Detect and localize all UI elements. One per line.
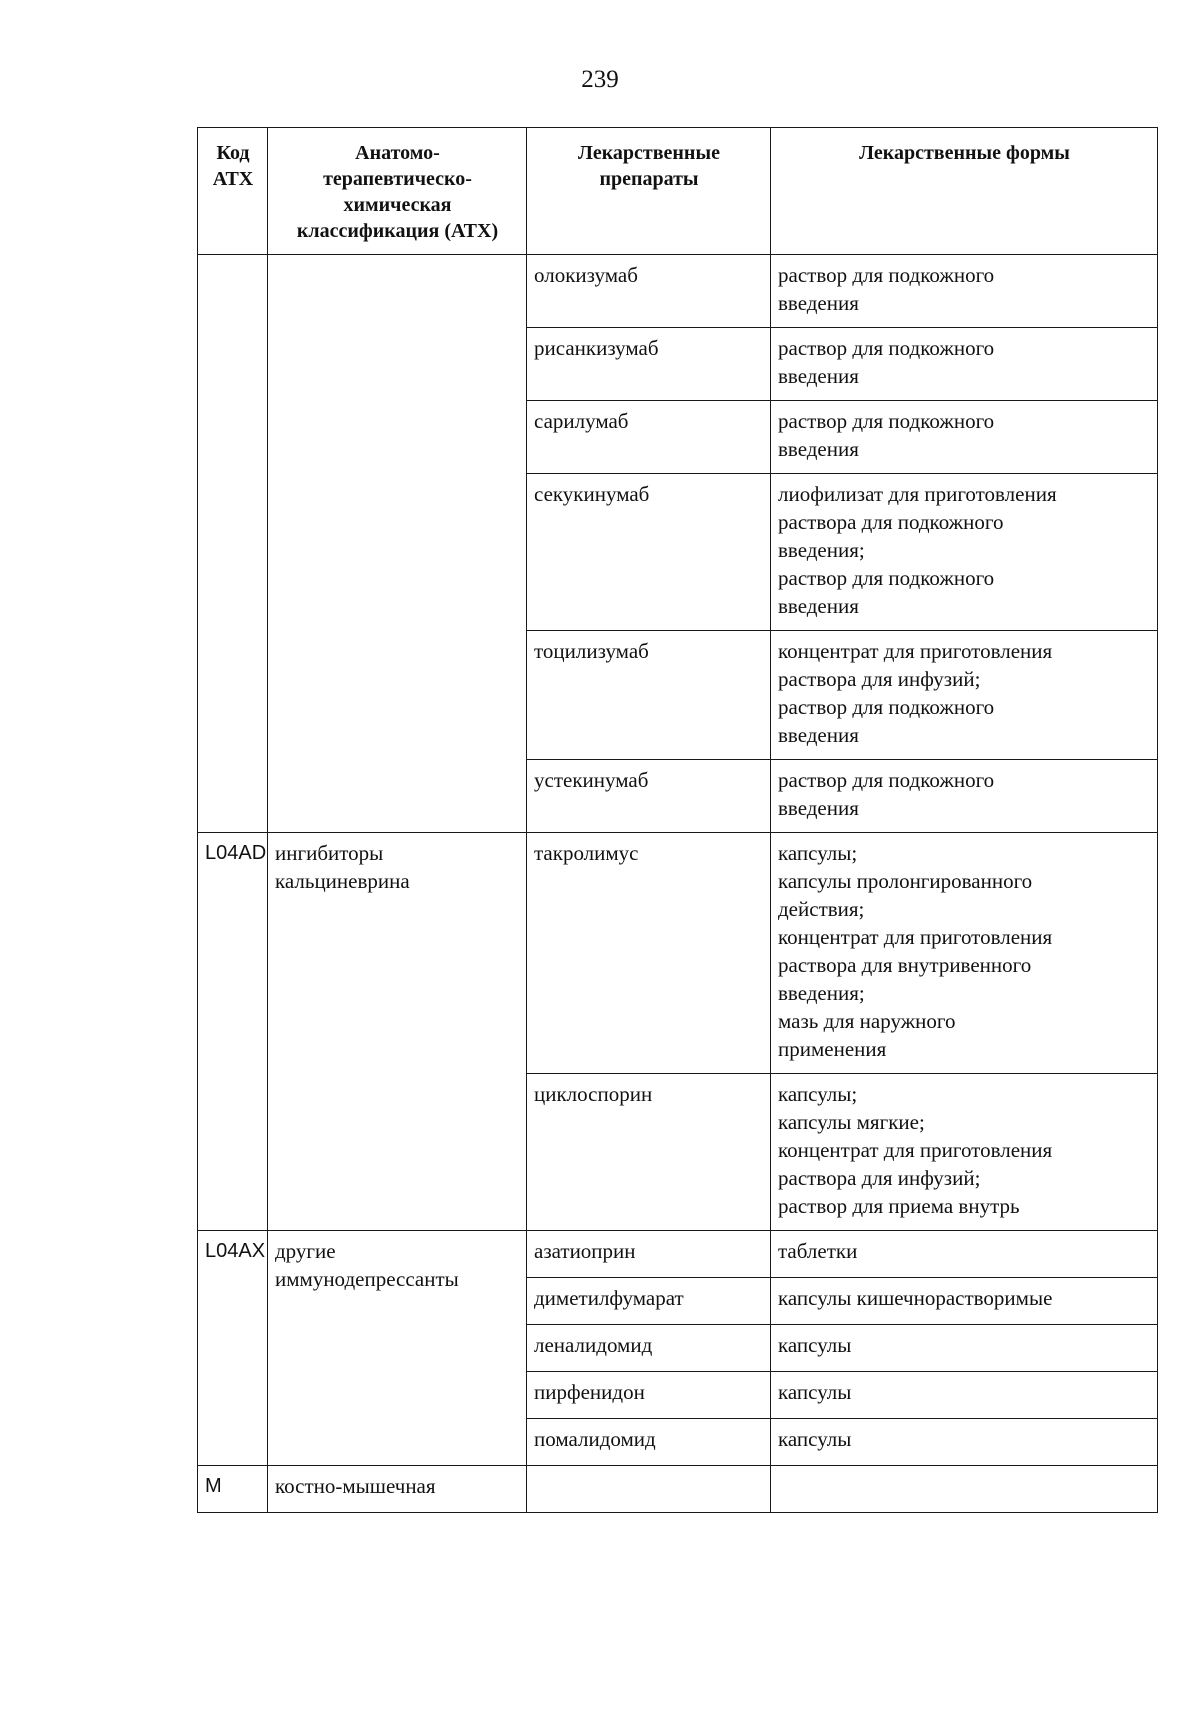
dosage-form-line: капсулы — [778, 1427, 852, 1451]
dosage-forms-cell — [771, 1372, 1158, 1419]
drug-cell: тоцилизумаб — [527, 631, 771, 760]
classification-line: ингибиторы — [275, 841, 384, 865]
dosage-form-line: мазь для наружного — [778, 1009, 956, 1033]
dosage-form-line: введения; — [778, 981, 865, 1005]
table-row — [198, 1231, 1158, 1278]
atx-code-cell: M — [198, 1466, 268, 1513]
dosage-form-line: раствора для инфузий; — [778, 667, 981, 691]
dosage-forms-cell — [771, 255, 1158, 328]
drug-cell: азатиоприн — [527, 1231, 771, 1278]
atx-classification-cell — [268, 255, 527, 833]
classification-line: иммунодепрессанты — [275, 1267, 459, 1291]
classification-line: другие — [275, 1239, 336, 1263]
dosage-forms-cell — [771, 833, 1158, 1074]
dosage-form-line: введения; — [778, 538, 865, 562]
dosage-form-line: капсулы — [778, 1380, 852, 1404]
drug-cell: такролимус — [527, 833, 771, 1074]
atx-drug-table — [197, 127, 1158, 1513]
header-forms: Лекарственные формы — [771, 128, 1158, 255]
dosage-form-line: раствор для подкожного — [778, 336, 995, 360]
drug-cell: олокизумаб — [527, 255, 771, 328]
dosage-form-line: раствор для подкожного — [778, 263, 995, 287]
dosage-form-line: капсулы — [778, 1333, 852, 1357]
dosage-form-line: раствор для подкожного — [778, 768, 995, 792]
atx-classification-cell — [268, 833, 527, 1231]
dosage-forms-cell — [771, 1278, 1158, 1325]
dosage-form-line: концентрат для приготовления — [778, 639, 1053, 663]
atx-code-cell — [198, 255, 268, 833]
drug-cell — [527, 1466, 771, 1513]
dosage-form-line: введения — [778, 364, 859, 388]
dosage-form-line: раствор для подкожного — [778, 695, 995, 719]
dosage-form-line: раствора для инфузий; — [778, 1166, 981, 1190]
drug-cell: секукинумаб — [527, 474, 771, 631]
dosage-form-line: концентрат для приготовления — [778, 925, 1053, 949]
drug-cell: диметилфумарат — [527, 1278, 771, 1325]
atx-code-cell: L04AX — [198, 1231, 268, 1466]
dosage-form-line: раствор для приема внутрь — [778, 1194, 1020, 1218]
dosage-form-line: капсулы; — [778, 1082, 858, 1106]
dosage-form-line: раствор для подкожного — [778, 566, 995, 590]
dosage-forms-cell — [771, 1325, 1158, 1372]
dosage-forms-cell — [771, 401, 1158, 474]
header-code: Код АТХ — [198, 128, 268, 255]
dosage-forms-cell — [771, 1466, 1158, 1513]
dosage-form-line: концентрат для приготовления — [778, 1138, 1053, 1162]
dosage-form-line: введения — [778, 796, 859, 820]
dosage-form-line: применения — [778, 1037, 887, 1061]
drug-cell: циклоспорин — [527, 1074, 771, 1231]
dosage-form-line: капсулы пролонгированного — [778, 869, 1033, 893]
dosage-form-line: таблетки — [778, 1239, 858, 1263]
dosage-form-line: раствор для подкожного — [778, 409, 995, 433]
dosage-form-line: капсулы кишечнорастворимые — [778, 1286, 1053, 1310]
dosage-forms-cell — [771, 474, 1158, 631]
dosage-form-line: введения — [778, 594, 859, 618]
dosage-form-line: введения — [778, 437, 859, 461]
dosage-form-line: действия; — [778, 897, 865, 921]
dosage-forms-cell — [771, 1074, 1158, 1231]
atx-classification-cell — [268, 1466, 527, 1513]
dosage-form-line: раствора для подкожного — [778, 510, 1004, 534]
dosage-form-line: капсулы; — [778, 841, 858, 865]
dosage-forms-cell — [771, 328, 1158, 401]
dosage-forms-cell — [771, 760, 1158, 833]
header-classification: Анатомо- терапевтическо- химическая классификация (АТХ) — [268, 128, 527, 255]
atx-code-cell: L04AD — [198, 833, 268, 1231]
drug-cell: сарилумаб — [527, 401, 771, 474]
drug-cell: пирфенидон — [527, 1372, 771, 1419]
drug-cell: помалидомид — [527, 1419, 771, 1466]
header-drugs: Лекарственные препараты — [527, 128, 771, 255]
drug-cell: устекинумаб — [527, 760, 771, 833]
atx-classification-cell — [268, 1231, 527, 1466]
dosage-form-line: лиофилизат для приготовления — [778, 482, 1057, 506]
classification-line: костно-мышечная — [275, 1474, 436, 1498]
page-number: 239 — [581, 66, 619, 93]
dosage-form-line: введения — [778, 291, 859, 315]
table-header-row — [198, 128, 1158, 255]
dosage-forms-cell — [771, 1231, 1158, 1278]
classification-line: кальциневрина — [275, 869, 410, 893]
dosage-form-line: раствора для внутривенного — [778, 953, 1032, 977]
dosage-forms-cell — [771, 631, 1158, 760]
table-row — [198, 833, 1158, 1074]
table-row — [198, 255, 1158, 328]
table-row — [198, 1466, 1158, 1513]
dosage-form-line: введения — [778, 723, 859, 747]
dosage-form-line: капсулы мягкие; — [778, 1110, 925, 1134]
drug-cell: леналидомид — [527, 1325, 771, 1372]
drug-cell: рисанкизумаб — [527, 328, 771, 401]
dosage-forms-cell — [771, 1419, 1158, 1466]
table-body — [198, 255, 1158, 1513]
